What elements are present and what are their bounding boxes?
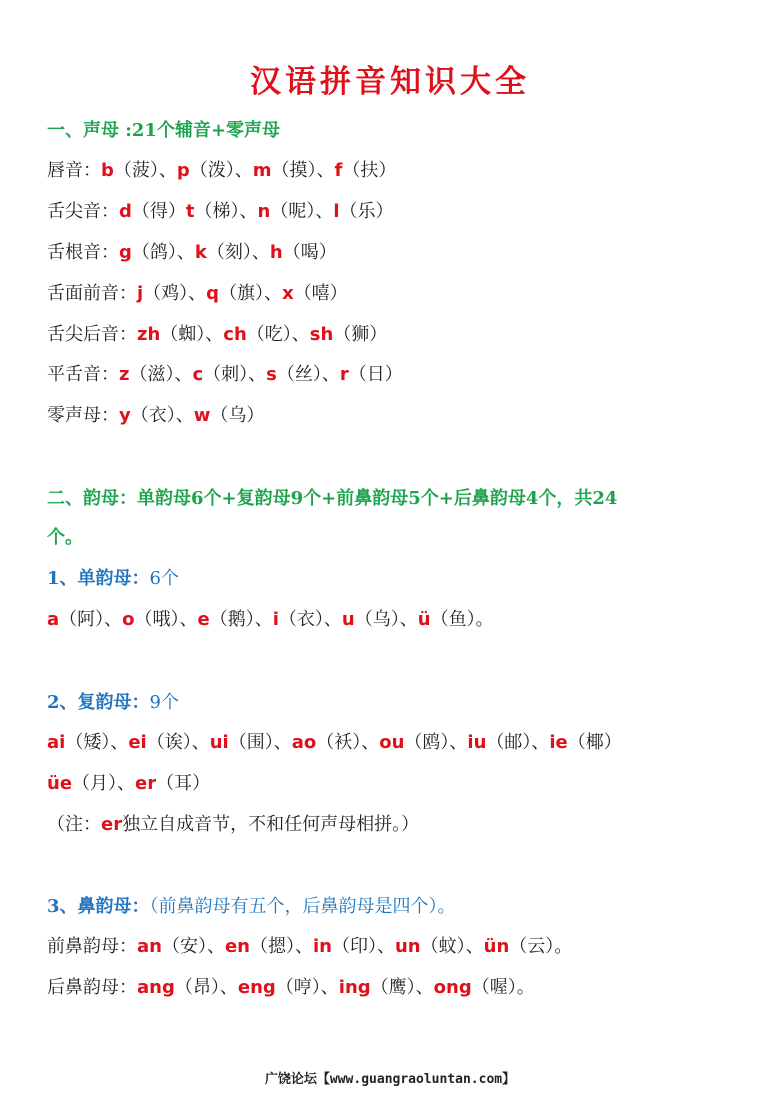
example-char: （鸽） [131, 242, 177, 263]
front-nasal-row [47, 934, 760, 960]
separator: 、 [273, 732, 292, 753]
pinyin: ü [417, 609, 431, 630]
pinyin: iu [467, 732, 487, 753]
pinyin: b [101, 160, 114, 181]
example-char: （鹅） [209, 609, 255, 630]
separator: 、 [264, 283, 283, 304]
example-char: （矮） [65, 732, 111, 753]
separator: 、 [179, 609, 198, 630]
pinyin: ang [137, 977, 175, 998]
example-char: （鹰） [370, 977, 416, 998]
pinyin: ing [338, 977, 371, 998]
separator: 、 [376, 936, 395, 957]
note-suffix: 独立自成音节，不和任何声母相拼。） [122, 814, 420, 835]
row-label: 零声母： [47, 405, 119, 426]
example-char: （摸） [271, 160, 317, 181]
site-name: 广饶论坛 [264, 1072, 317, 1087]
row-label: 舌尖后音： [47, 324, 137, 345]
example-char: （安） [161, 936, 207, 957]
separator: 、 [315, 201, 334, 222]
example-char: （阿） [59, 609, 105, 630]
note [47, 812, 760, 838]
initials-row [47, 403, 760, 429]
separator: 、 [361, 732, 380, 753]
example-char: （乐） [339, 201, 394, 222]
pinyin-items [119, 405, 264, 426]
pinyin-items [137, 977, 535, 998]
pinyin-items [119, 364, 403, 385]
pinyin: z [119, 364, 130, 385]
row-label: 舌尖音： [47, 201, 119, 222]
separator: 、 [219, 977, 238, 998]
separator: 、 [175, 405, 194, 426]
example-char: （衣） [278, 609, 324, 630]
bracket-close: 】 [502, 1072, 516, 1087]
site-url[interactable]: www.guangraoluntan.com [329, 1072, 503, 1087]
example-char: （蚊） [420, 936, 466, 957]
example-char: （呢） [270, 201, 316, 222]
example-char: （诶） [146, 732, 192, 753]
initials-row [47, 158, 760, 184]
pinyin: y [119, 405, 131, 426]
separator: 、 [239, 201, 258, 222]
row-label: 平舌音： [47, 364, 119, 385]
pinyin: u [341, 609, 355, 630]
example-char: （泼） [189, 160, 235, 181]
nasal-desc: （前鼻韵母有五个，后鼻韵母是四个）。 [149, 896, 456, 917]
separator: 、 [104, 609, 123, 630]
count: 9个 [149, 692, 179, 713]
separator: 、 [158, 160, 177, 181]
separator: 、 [465, 936, 484, 957]
initials-row [47, 281, 760, 307]
pinyin: er [135, 773, 157, 794]
pinyin: zh [137, 324, 161, 345]
example-char: （衣） [130, 405, 176, 426]
example-char: （围） [228, 732, 274, 753]
subheading: 1、单韵母： [47, 568, 150, 589]
bracket-open: 【 [316, 1072, 330, 1087]
example-char: （蜘） [160, 324, 206, 345]
pinyin: j [137, 283, 144, 304]
separator: 、 [291, 324, 310, 345]
separator: 、 [531, 732, 550, 753]
pinyin: k [194, 242, 207, 263]
initials-row [47, 362, 760, 388]
example-char: （邮） [486, 732, 532, 753]
separator: 、 [234, 160, 253, 181]
pinyin: x [282, 283, 294, 304]
example-char: （哦） [134, 609, 180, 630]
example-char: （月） [72, 773, 118, 794]
pinyin: en [224, 936, 250, 957]
pinyin: d [119, 201, 132, 222]
separator: 、 [188, 283, 207, 304]
simple-finals-row [47, 607, 760, 633]
pinyin: ui [209, 732, 229, 753]
pinyin: t [185, 201, 195, 222]
separator: 、 [176, 242, 195, 263]
separator: 、 [316, 160, 335, 181]
row-label: 舌面前音： [47, 283, 137, 304]
example-char: （菠） [113, 160, 159, 181]
separator: 、 [251, 242, 270, 263]
example-char: （印） [331, 936, 377, 957]
pinyin: eng [237, 977, 276, 998]
pinyin: p [176, 160, 190, 181]
pinyin: g [119, 242, 132, 263]
back-nasal-row [47, 975, 760, 1001]
pinyin: w [193, 405, 211, 426]
pinyin: ch [223, 324, 247, 345]
separator: 、 [206, 936, 225, 957]
separator: 、 [117, 773, 136, 794]
example-char: （梯） [194, 201, 240, 222]
pinyin: an [137, 936, 162, 957]
count: 6个 [149, 568, 179, 589]
example-char: （云）。 [509, 936, 573, 957]
note-er: er [101, 814, 123, 835]
row-label: 后鼻韵母： [47, 977, 137, 998]
example-char: （哼） [275, 977, 321, 998]
section-1-heading: 一、声母 :21个辅音+零声母 [47, 120, 281, 141]
pinyin-items [137, 936, 572, 957]
pinyin: ao [291, 732, 317, 753]
row-label: 前鼻韵母： [47, 936, 137, 957]
example-char: （喝） [282, 242, 337, 263]
pinyin: ei [128, 732, 147, 753]
pinyin: m [252, 160, 272, 181]
example-char: （滋） [129, 364, 175, 385]
pinyin: un [394, 936, 421, 957]
pinyin-items [119, 242, 337, 263]
pinyin: ai [47, 732, 66, 753]
example-char: （乌） [354, 609, 400, 630]
pinyin-items [47, 773, 210, 794]
pinyin: c [192, 364, 204, 385]
pinyin: l [333, 201, 340, 222]
simple-finals-heading [47, 566, 760, 592]
example-char: （旗） [219, 283, 265, 304]
initials-row [47, 322, 760, 348]
pinyin: n [257, 201, 271, 222]
pinyin: sh [309, 324, 334, 345]
note-prefix: （注： [47, 814, 101, 835]
pinyin-items [47, 609, 494, 630]
pinyin: h [269, 242, 283, 263]
page-title: 汉语拼音知识大全 [250, 64, 530, 100]
pinyin: a [47, 609, 60, 630]
pinyin: ie [549, 732, 568, 753]
example-char: （昂） [174, 977, 220, 998]
example-char: （刻） [206, 242, 252, 263]
nasal-finals-heading [47, 894, 760, 920]
row-label: 舌根音： [47, 242, 119, 263]
pinyin-items [119, 201, 394, 222]
separator: 、 [399, 609, 418, 630]
pinyin-items [137, 324, 387, 345]
pinyin: e [197, 609, 210, 630]
separator: 、 [323, 609, 342, 630]
example-char: （椰） [567, 732, 622, 753]
separator: 、 [415, 977, 434, 998]
compound-finals-row [47, 771, 760, 797]
example-char: （狮） [333, 324, 388, 345]
example-char: （摁） [250, 936, 295, 957]
pinyin-items [47, 732, 622, 753]
separator: 、 [191, 732, 210, 753]
example-char: （得） [131, 201, 186, 222]
separator: 、 [248, 364, 267, 385]
pinyin: ong [433, 977, 472, 998]
example-char: （喔）。 [471, 977, 535, 998]
example-char: （鸡） [143, 283, 189, 304]
pinyin: ou [379, 732, 405, 753]
pinyin: in [313, 936, 332, 957]
example-char: （刺） [203, 364, 249, 385]
separator: 、 [449, 732, 468, 753]
row-label: 唇音： [47, 160, 101, 181]
compound-finals-heading [47, 690, 760, 716]
separator: 、 [320, 977, 339, 998]
example-char: （乌） [210, 405, 265, 426]
section-2-heading: 二、韵母：单韵母6个+复韵母9个+前鼻韵母5个+后鼻韵母4个，共24 [47, 488, 618, 509]
pinyin: i [272, 609, 279, 630]
pinyin-items [137, 283, 348, 304]
initials-row [47, 240, 760, 266]
section-2-heading-cont: 个。 [47, 527, 83, 548]
pinyin: q [206, 283, 220, 304]
pinyin: f [334, 160, 343, 181]
separator: 、 [205, 324, 224, 345]
example-char: （吃） [246, 324, 292, 345]
pinyin: s [266, 364, 277, 385]
pinyin-items [101, 160, 396, 181]
example-char: （鸥） [404, 732, 450, 753]
subheading: 3、鼻韵母： [47, 896, 150, 917]
pinyin: r [339, 364, 349, 385]
separator: 、 [110, 732, 129, 753]
separator: 、 [174, 364, 193, 385]
separator: 、 [321, 364, 340, 385]
separator: 、 [254, 609, 273, 630]
compound-finals-row [47, 730, 760, 756]
footer [0, 1068, 780, 1087]
subheading: 2、复韵母： [47, 692, 150, 713]
pinyin: ün [483, 936, 510, 957]
initials-row [47, 199, 760, 225]
example-char: （耳） [156, 773, 211, 794]
example-char: （袄） [316, 732, 362, 753]
separator: 、 [295, 936, 313, 957]
pinyin: üe [47, 773, 73, 794]
example-char: （扶） [342, 160, 397, 181]
example-char: （丝） [276, 364, 322, 385]
example-char: （嘻） [293, 283, 348, 304]
example-char: （日） [348, 364, 403, 385]
example-char: （鱼）。 [430, 609, 494, 630]
pinyin: o [122, 609, 135, 630]
